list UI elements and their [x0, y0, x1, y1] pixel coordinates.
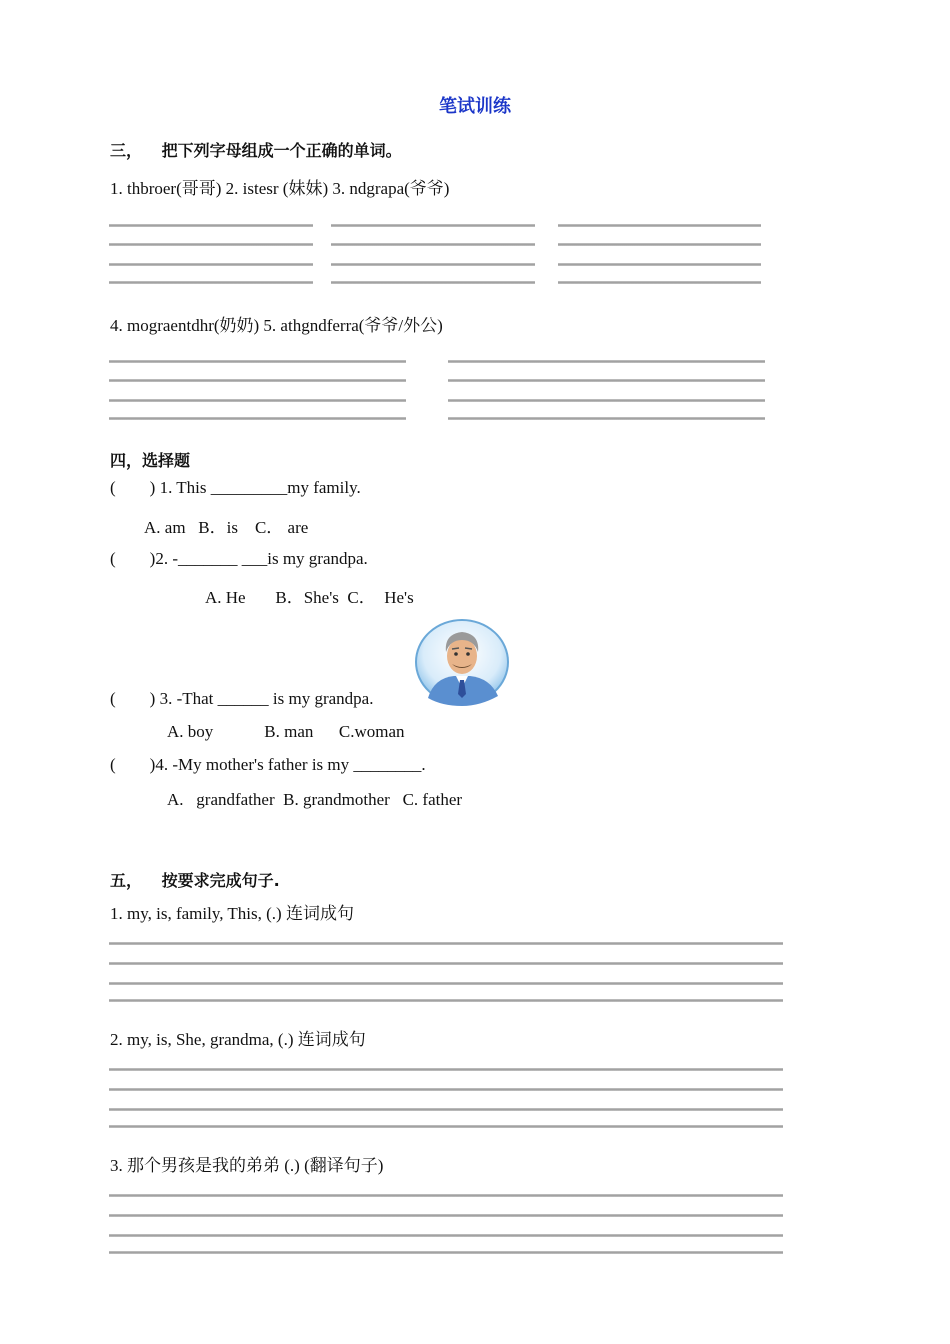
section-3-heading — [110, 138, 402, 161]
question-3-options: A. boy B. man C.woman — [167, 722, 405, 741]
writing-lines-4[interactable] — [109, 360, 406, 422]
answer-lines-1[interactable] — [109, 942, 783, 1004]
writing-lines-5[interactable] — [448, 360, 765, 422]
question-4-options: A. grandfather B. grandmother C. father — [167, 790, 463, 809]
question-2: ( )2. -_______ ___is my grandpa. — [110, 549, 368, 568]
page-title: 笔试训练 — [439, 96, 511, 117]
writing-lines-3[interactable] — [558, 224, 761, 286]
answer-lines-2[interactable] — [109, 1068, 783, 1130]
grandpa-illustration — [414, 618, 510, 706]
question-4: ( )4. -My mother's father is my ________. — [110, 755, 426, 774]
answer-lines-3[interactable] — [109, 1194, 783, 1256]
section-4-heading: 四，选择题 — [110, 451, 191, 470]
section-5-heading — [110, 868, 280, 891]
question-1: ( ) 1. This _________my family. — [110, 478, 361, 497]
section-3-number: 三， — [110, 141, 143, 160]
word-scramble-row-2: 4. mograentdhr(奶奶) 5. athgndferra(爷爷/外公) — [110, 316, 443, 335]
section-3-title: 把下列字母组成一个正确的单词。 — [161, 141, 402, 160]
question-1-options: A. am B．is C． are — [144, 518, 309, 537]
sentence-task-3: 3. 那个男孩是我的弟弟 (.) (翻译句子) — [110, 1156, 384, 1175]
sentence-task-2: 2. my, is, She, grandma, (.) 连词成句 — [110, 1030, 366, 1049]
sentence-task-1: 1. my, is, family, This, (.) 连词成句 — [110, 904, 354, 923]
question-3: ( ) 3. -That ______ is my grandpa. — [110, 689, 374, 708]
writing-lines-1[interactable] — [109, 224, 313, 286]
writing-lines-2[interactable] — [331, 224, 535, 286]
word-scramble-row-1: 1. thbroer(哥哥) 2. istesr (妹妹) 3. ndgrapa(爷爷) — [110, 179, 450, 198]
question-2-options: A. He B．She's C． He's — [205, 588, 414, 607]
section-5-number: 五， — [110, 871, 143, 890]
section-5-title: 按要求完成句子. — [161, 871, 280, 890]
